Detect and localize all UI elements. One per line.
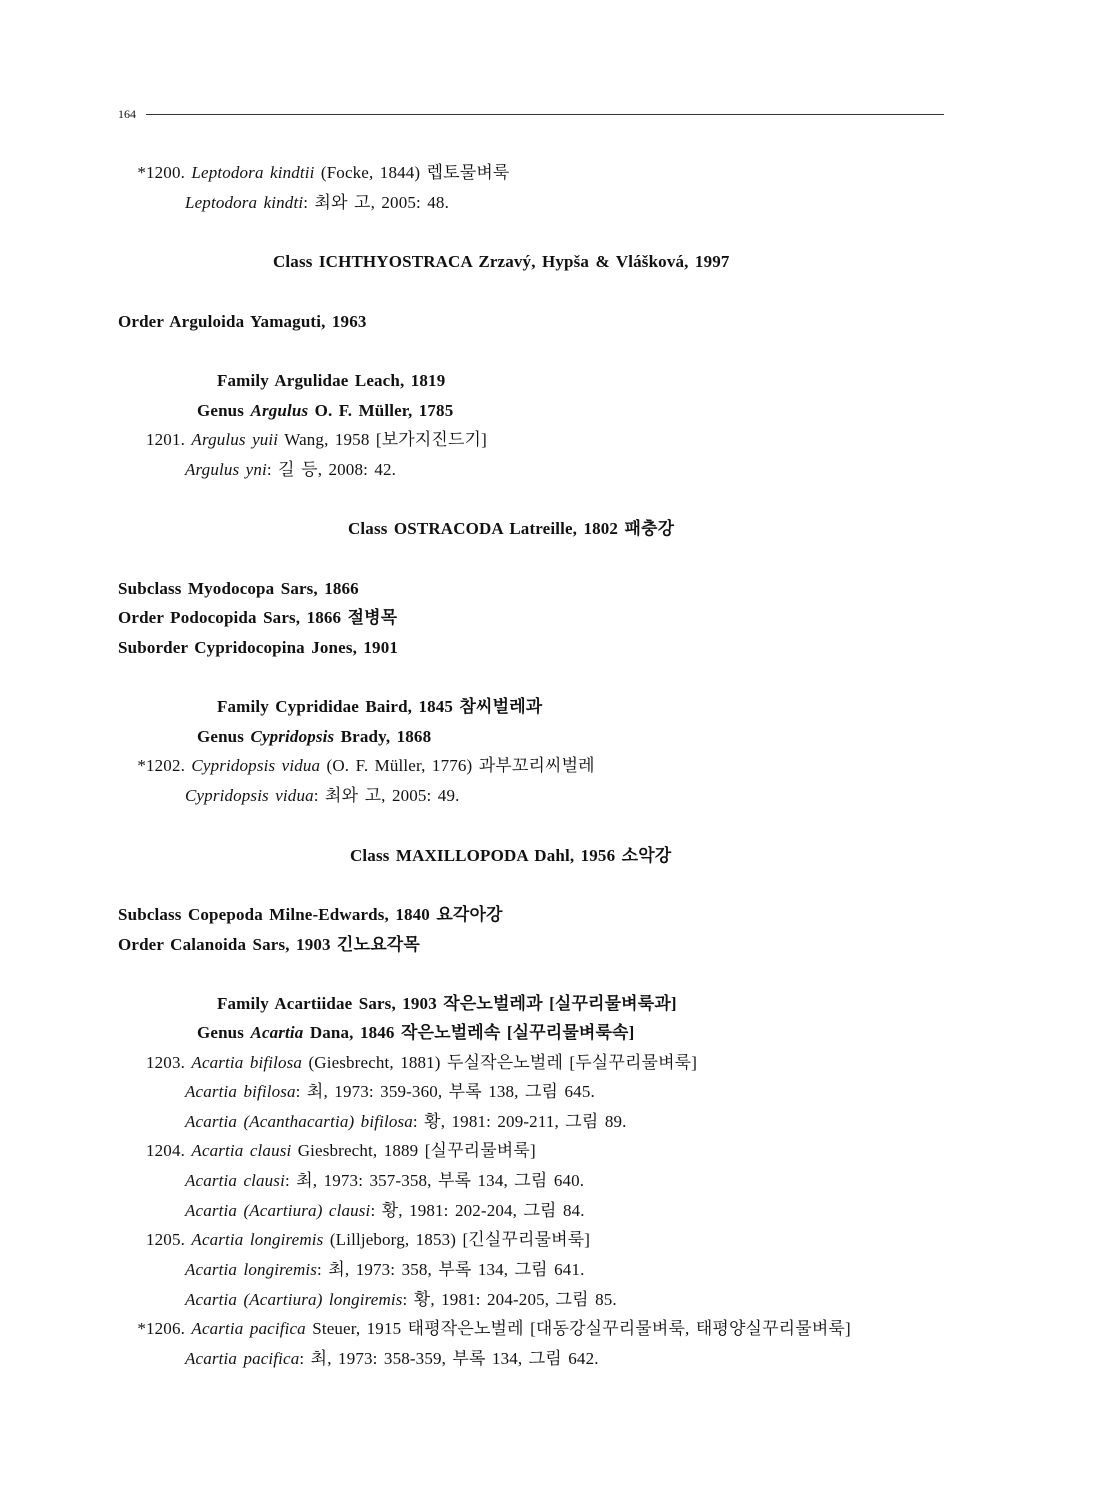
taxon-heading <box>118 637 398 659</box>
text-run: Steuer, 1915 태평작은노벌레 [대동강실꾸리물벼룩, 태평양실꾸리물벼룩] <box>305 1319 851 1338</box>
scientific-name: Leptodora kindtii <box>191 163 315 182</box>
text-run: Dana, 1846 작은노벌레속 [실꾸리물벼룩속] <box>303 1023 635 1042</box>
text-run: Brady, 1868 <box>334 727 432 746</box>
reference-line <box>185 1259 585 1281</box>
scientific-name: Acartia longiremis <box>191 1230 324 1249</box>
taxon-heading <box>197 1022 634 1044</box>
text-run: Subclass Myodocopa Sars, 1866 <box>118 579 359 598</box>
entry-number: 1201. <box>146 430 185 449</box>
text-run: O. F. Müller, 1785 <box>308 401 454 420</box>
text-run: (Giesbrecht, 1881) 두실작은노벌레 [두실꾸리물벼룩] <box>302 1053 698 1072</box>
text-run: : 최, 1973: 357-358, 부록 134, 그림 640. <box>284 1171 585 1190</box>
text-run: : 최와 고, 2005: 49. <box>313 786 460 805</box>
taxon-heading <box>273 251 730 273</box>
taxon-heading <box>197 726 431 748</box>
text-run: : 황, 1981: 204-205, 그림 85. <box>402 1290 617 1309</box>
reference-line <box>185 192 449 214</box>
species-entry <box>118 429 487 451</box>
header-rule <box>146 114 944 115</box>
scientific-name: Cypridopsis vidua <box>191 756 321 775</box>
text-run: Class ICHTHYOSTRACA Zrzavý, Hypša & Vlášková, 1997 <box>273 252 730 271</box>
text-run: Order Podocopida Sars, 1866 절병목 <box>118 608 398 627</box>
text-run: : 최와 고, 2005: 48. <box>303 193 449 212</box>
reference-line <box>185 1111 627 1133</box>
reference-line <box>185 1170 584 1192</box>
text-run: Genus <box>197 1023 251 1042</box>
text-run: Giesbrecht, 1889 [실꾸리물벼룩] <box>291 1141 536 1160</box>
scientific-name: Acartia bifilosa <box>191 1053 303 1072</box>
text-run: Wang, 1958 [보가지진드기] <box>278 430 487 449</box>
scientific-name: Acartia (Acanthacartia) bifilosa <box>185 1112 413 1131</box>
species-entry <box>118 162 509 184</box>
taxon-heading <box>350 845 671 867</box>
scientific-name: Cypridopsis vidua <box>185 786 314 805</box>
taxon-heading <box>118 904 503 926</box>
species-entry <box>118 1052 697 1074</box>
text-run: : 황, 1981: 202-204, 그림 84. <box>370 1201 585 1220</box>
text-run: : 최, 1973: 358-359, 부록 134, 그림 642. <box>299 1349 599 1368</box>
text-run: : 최, 1973: 358, 부록 134, 그림 641. <box>317 1260 585 1279</box>
taxon-heading <box>118 934 420 956</box>
scientific-name: Argulus <box>250 401 309 420</box>
species-entry <box>118 1318 851 1340</box>
text-run: : 황, 1981: 209-211, 그림 89. <box>412 1112 627 1131</box>
text-run: : 최, 1973: 359-360, 부록 138, 그림 645. <box>295 1082 595 1101</box>
scientific-name: Acartia pacifica <box>185 1349 300 1368</box>
entry-number: 1203. <box>146 1053 185 1072</box>
text-run: Class MAXILLOPODA Dahl, 1956 소악강 <box>350 846 672 865</box>
taxon-heading <box>348 518 674 540</box>
text-run: Subclass Copepoda Milne-Edwards, 1840 요각아강 <box>118 905 503 924</box>
taxon-heading <box>217 370 445 392</box>
text-run: Order Calanoida Sars, 1903 긴노요각목 <box>118 935 420 954</box>
page-header <box>118 106 944 122</box>
entry-number: *1206. <box>137 1319 185 1338</box>
scientific-name: Acartia (Acartiura) longiremis <box>185 1290 403 1309</box>
text-run: Order Arguloida Yamaguti, 1963 <box>118 312 367 331</box>
text-run: (O. F. Müller, 1776) 과부꼬리씨벌레 <box>320 756 595 775</box>
reference-line <box>185 1081 595 1103</box>
text-run: Suborder Cypridocopina Jones, 1901 <box>118 638 398 657</box>
text-run: : 길 등, 2008: 42. <box>266 460 397 479</box>
taxon-heading <box>118 578 359 600</box>
taxon-heading <box>217 696 542 718</box>
entry-number: 1205. <box>146 1230 185 1249</box>
scientific-name: Argulus yuii <box>191 430 279 449</box>
page-number: 164 <box>118 107 136 121</box>
taxon-heading <box>118 311 367 333</box>
entry-number: 1204. <box>146 1141 185 1160</box>
scientific-name: Acartia clausi <box>191 1141 292 1160</box>
scientific-name: Acartia pacifica <box>191 1319 306 1338</box>
reference-line <box>185 1200 585 1222</box>
reference-line <box>185 1289 617 1311</box>
scientific-name: Argulus yni <box>185 460 267 479</box>
scientific-name: Leptodora kindti <box>185 193 304 212</box>
entry-number: *1200. <box>137 163 185 182</box>
scientific-name: Acartia (Acartiura) clausi <box>185 1201 371 1220</box>
text-run: Genus <box>197 727 251 746</box>
text-run: Class OSTRACODA Latreille, 1802 패충강 <box>348 519 675 538</box>
entry-number: *1202. <box>137 756 185 775</box>
text-run: Genus <box>197 401 251 420</box>
species-entry <box>118 1229 590 1251</box>
scientific-name: Acartia bifilosa <box>185 1082 296 1101</box>
scientific-name: Cypridopsis <box>250 727 335 746</box>
text-run: Family Cyprididae Baird, 1845 참씨벌레과 <box>217 697 543 716</box>
species-entry <box>118 755 595 777</box>
scientific-name: Acartia clausi <box>185 1171 285 1190</box>
scientific-name: Acartia <box>250 1023 304 1042</box>
reference-line <box>185 459 396 481</box>
taxon-heading <box>217 993 677 1015</box>
text-run: (Focke, 1844) 렙토물벼룩 <box>314 163 510 182</box>
text-run: Family Argulidae Leach, 1819 <box>217 371 446 390</box>
text-run: (Lilljeborg, 1853) [긴실꾸리물벼룩] <box>323 1230 591 1249</box>
reference-line <box>185 1348 599 1370</box>
text-run: Family Acartiidae Sars, 1903 작은노벌레과 [실꾸리물벼룩과] <box>217 994 677 1013</box>
reference-line <box>185 785 460 807</box>
taxon-heading <box>197 400 453 422</box>
species-entry <box>118 1140 536 1162</box>
scientific-name: Acartia longiremis <box>185 1260 318 1279</box>
taxon-heading <box>118 607 397 629</box>
